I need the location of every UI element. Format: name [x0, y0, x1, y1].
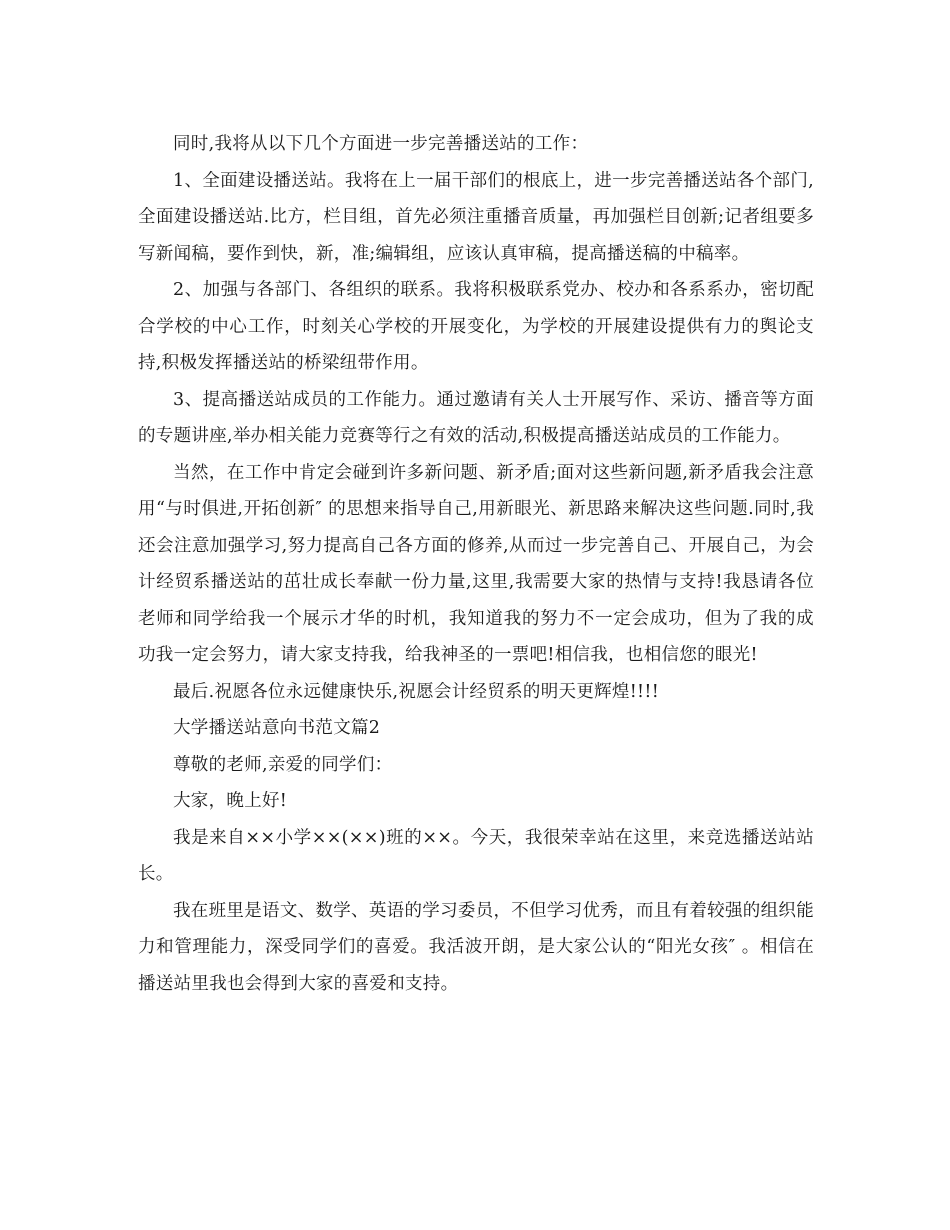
document-body [138, 126, 814, 1002]
paragraph-qualifications: 我在班里是语文、数学、英语的学习委员，不但学习优秀，而且有着较强的组织能力和管理能力，深受同学们的喜爱。我活波开朗，是大家公认的“阳光女孩″ 。相信在播送站里我也会得到大家的喜爱和支持。 [138, 900, 814, 994]
paragraph-point-2: 2、加强与各部门、各组织的联系。我将积极联系党办、校办和各系系办，密切配合学校的中心工作，时刻关心学校的开展变化，为学校的开展建设提供有力的舆论支持,积极发挥播送站的桥梁纽带作用。 [138, 280, 814, 373]
paragraph-closing: 最后.祝愿各位永远健康快乐,祝愿会计经贸系的明天更辉煌!!!! [173, 681, 660, 702]
paragraph-point-1: 1、全面建设播送站。我将在上一届干部们的根底上，进一步完善播送站各个部门,全面建设播送站.比方，栏目组，首先必须注重播音质量，再加强栏目创新;记者组要多写新闻稿，要作到快，新，准;编辑组，应该认真审稿，提高播送稿的中稿率。 [138, 170, 814, 264]
paragraph-commitment: 当然，在工作中肯定会碰到许多新问题、新矛盾;面对这些新问题,新矛盾我会注意用“与时俱进,开拓创新″ 的思想来指导自己,用新眼光、新思路来解决这些问题.同时,我还会注意加强学习,努力提高自己各方面的修养,从而过一步完善自己、开展自己，为会计经贸系播送站的茁壮成长奉献一份力量,这里,我需要大家的热情与支持!我恳请各位老师和同学给我一个展示才华的时机，我知道我的努力不一定会成功，但为了我的成功我一定会努力，请大家支持我，给我神圣的一票吧!相信我，也相信您的眼光! [138, 462, 814, 665]
paragraph-salutation: 尊敬的老师,亲爱的同学们： [173, 754, 393, 775]
paragraph-greeting: 大家，晚上好! [173, 791, 288, 811]
paragraph-point-3: 3、提高播送站成员的工作能力。通过邀请有关人士开展写作、采访、播音等方面的专题讲座,举办相关能力竞赛等行之有效的活动,积极提高播送站成员的工作能力。 [138, 389, 814, 446]
paragraph-self-intro: 我是来自××小学××(××)班的××。今天，我很荣幸站在这里，来竞选播送站站长。 [138, 827, 814, 884]
paragraph-intro: 同时,我将从以下几个方面进一步完善播送站的工作： [173, 134, 589, 154]
section-heading: 大学播送站意向书范文篇2 [173, 718, 381, 738]
